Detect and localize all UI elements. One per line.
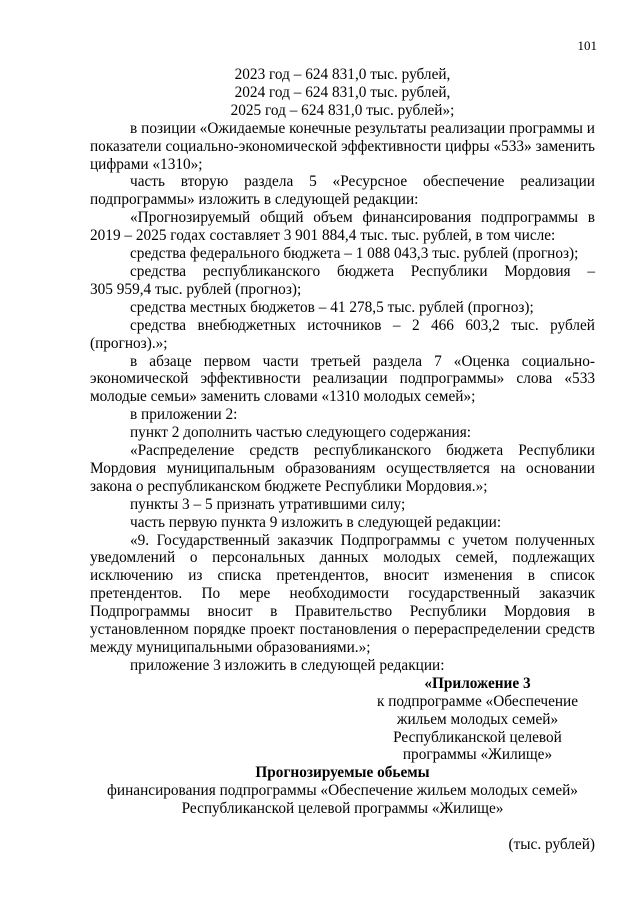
paragraph-section-7: в абзаце первом части третьей раздела 7 «Оценка социально-экономической эффективности реализации подпрограммы» слова «533 молодые семьи» заменить словами «1310 молодых семей»; xyxy=(90,352,595,406)
paragraph-points-3-5: пункты 3 – 5 признать утратившими силу; xyxy=(130,495,406,513)
paragraph-point-9: часть первую пункта 9 изложить в следующей редакции: xyxy=(130,513,502,531)
paragraph-republican-budget-line1: средства республиканского бюджета Республики Мордовия – xyxy=(130,262,595,280)
paragraph-appendix-3: приложение 3 изложить в следующей редакции: xyxy=(130,656,445,674)
section-heading-line-2: Республиканской целевой программы «Жилище» xyxy=(181,800,504,818)
paragraph-federal-budget: средства федерального бюджета – 1 088 043,3 тыс. рублей (прогноз); xyxy=(130,245,579,263)
budget-line-2023: 2023 год – 624 831,0 тыс. рублей, xyxy=(234,66,451,83)
paragraph-distribution: «Распределение средств республиканского бюджета Республики Мордовия муниципальным образованиям осуществляется на основании закона о республиканском бюджете Республики Мордовия.»; xyxy=(90,442,595,495)
budget-line-2025: 2025 год – 624 831,0 тыс. рублей»; xyxy=(230,101,455,119)
paragraph-extrabudgetary-line1: средства внебюджетных источников – 2 466 603,2 тыс. рублей xyxy=(130,316,595,334)
appendix-line-3: Республиканской целевой xyxy=(393,728,562,746)
appendix-line-4: программы «Жилище» xyxy=(402,746,553,764)
document-body xyxy=(90,66,595,854)
paragraph-point-9-text: «9. Государственный заказчик Подпрограммы с учетом полученных уведомлений о персональных данных молодых семей, подлежащих исключению из списка претендентов, вносит изменения в список претендентов. По мере необходимости государственный заказчик Подпрограммы вносит в Правительство Республики Мордовия в установленном порядке проект постановления о перераспределении средств между муниципальными образованиями.»; xyxy=(90,531,595,656)
paragraph-point-2: пункт 2 дополнить частью следующего содержания: xyxy=(130,424,472,442)
section-heading-line-1: финансирования подпрограммы «Обеспечение жильем молодых семей» xyxy=(107,782,578,800)
appendix-line-1: к подпрограмме «Обеспечение xyxy=(376,692,579,710)
paragraph-extrabudgetary-line2: (прогноз).»; xyxy=(90,334,168,352)
paragraph-local-budgets: средства местных бюджетов – 41 278,5 тыс. рублей (прогноз); xyxy=(130,298,534,316)
appendix-line-2: жильем молодых семей» xyxy=(396,710,559,728)
paragraph-appendix-2: в приложении 2: xyxy=(130,406,238,424)
budget-line-2024: 2024 год – 624 831,0 тыс. рублей, xyxy=(234,83,451,101)
paragraph-section-5: часть вторую раздела 5 «Ресурсное обеспечение реализации подпрограммы» изложить в следующей редакции: xyxy=(90,173,595,209)
appendix-header xyxy=(90,675,595,765)
appendix-title: «Приложение 3 xyxy=(424,674,531,692)
paragraph-republican-budget-line2: 305 959,4 тыс. рублей (прогноз); xyxy=(90,280,302,298)
section-heading: Прогнозируемые обьемы xyxy=(255,764,430,782)
units-label: (тыс. рублей) xyxy=(508,836,595,854)
page-number: 101 xyxy=(577,38,597,53)
paragraph-total-financing: «Прогнозируемый общий объем финансирования подпрограммы в 2019 – 2025 годах составляет 3 901 884,4 тыс. тыс. рублей, в том числе: xyxy=(90,209,595,245)
paragraph-expected-results: в позиции «Ожидаемые конечные результаты реализации программы и показатели социально-экономической эффективности цифры «533» заменить цифрами «1310»; xyxy=(90,119,595,173)
